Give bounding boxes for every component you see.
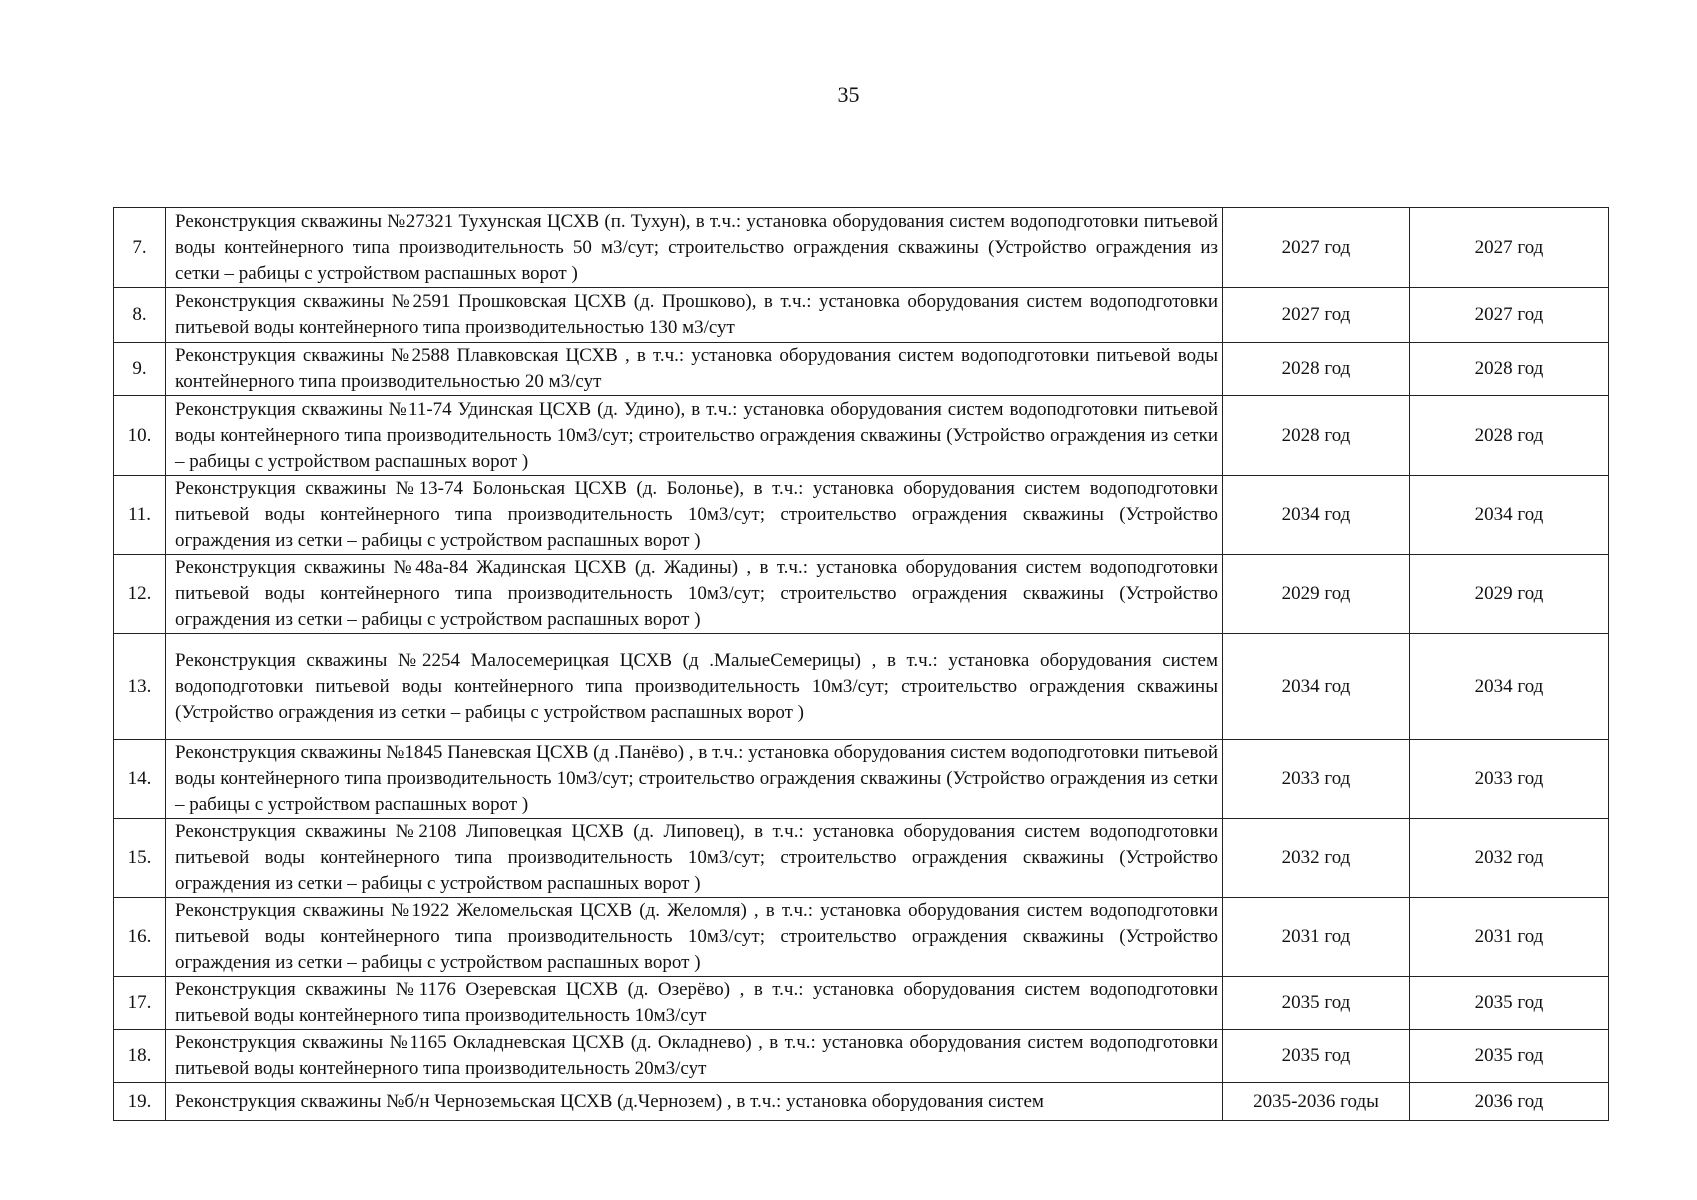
work-description: Реконструкция скважины №2108 Липовецкая ЦСХВ (д. Липовец), в т.ч.: установка оборудования систем водоподготовки питьевой воды контейнерного типа производительность 10м3/сут; строительство ограждения скважины (Устройство ограждения из сетки – рабицы с устройством распашных ворот ) <box>166 819 1223 898</box>
work-description: Реконструкция скважины №2254 Малосемерицкая ЦСХВ (д .МалыеСемерицы) , в т.ч.: установка оборудования систем водоподготовки питьевой воды контейнерного типа производительность 10м3/сут; строительство ограждения скважины (Устройство ограждения из сетки – рабицы с устройством распашных ворот ) <box>166 634 1223 740</box>
year-end: 2027 год <box>1410 208 1609 288</box>
year-start: 2033 год <box>1223 740 1410 819</box>
table-row <box>114 1083 1609 1121</box>
row-number: 12. <box>114 555 166 634</box>
work-description: Реконструкция скважины №48а-84 Жадинская ЦСХВ (д. Жадины) , в т.ч.: установка оборудования систем водоподготовки питьевой воды контейнерного типа производительность 10м3/сут; строительство ограждения скважины (Устройство ограждения из сетки – рабицы с устройством распашных ворот ) <box>166 555 1223 634</box>
table-row <box>114 208 1609 288</box>
year-end: 2032 год <box>1410 819 1609 898</box>
work-description: Реконструкция скважины №27321 Тухунская ЦСХВ (п. Тухун), в т.ч.: установка оборудования систем водоподготовки питьевой воды контейнерного типа производительность 50 м3/сут; строительство ограждения скважины (Устройство ограждения из сетки – рабицы с устройством распашных ворот ) <box>166 208 1223 288</box>
row-number: 17. <box>114 977 166 1030</box>
table-row <box>114 288 1609 343</box>
year-end: 2034 год <box>1410 634 1609 740</box>
year-end: 2035 год <box>1410 1030 1609 1083</box>
year-start: 2028 год <box>1223 343 1410 396</box>
reconstruction-schedule-table <box>113 207 1609 1121</box>
table-row <box>114 898 1609 977</box>
year-end: 2035 год <box>1410 977 1609 1030</box>
year-end: 2036 год <box>1410 1083 1609 1121</box>
row-number: 14. <box>114 740 166 819</box>
year-start: 2027 год <box>1223 208 1410 288</box>
year-start: 2027 год <box>1223 288 1410 343</box>
table-row <box>114 977 1609 1030</box>
work-description: Реконструкция скважины №1845 Паневская ЦСХВ (д .Панёво) , в т.ч.: установка оборудования систем водоподготовки питьевой воды контейнерного типа производительность 10м3/сут; строительство ограждения скважины (Устройство ограждения из сетки – рабицы с устройством распашных ворот ) <box>166 740 1223 819</box>
page-number: 35 <box>837 82 860 107</box>
row-number: 7. <box>114 208 166 288</box>
table-row <box>114 555 1609 634</box>
year-end: 2028 год <box>1410 396 1609 476</box>
year-start: 2035 год <box>1223 977 1410 1030</box>
work-description: Реконструкция скважины №11-74 Удинская ЦСХВ (д. Удино), в т.ч.: установка оборудования систем водоподготовки питьевой воды контейнерного типа производительность 10м3/сут; строительство ограждения скважины (Устройство ограждения из сетки – рабицы с устройством распашных ворот ) <box>166 396 1223 476</box>
work-description: Реконструкция скважины №1922 Желомельская ЦСХВ (д. Желомля) , в т.ч.: установка оборудования систем водоподготовки питьевой воды контейнерного типа производительность 10м3/сут; строительство ограждения скважины (Устройство ограждения из сетки – рабицы с устройством распашных ворот ) <box>166 898 1223 977</box>
table-row <box>114 1030 1609 1083</box>
row-number: 9. <box>114 343 166 396</box>
work-description: Реконструкция скважины №13-74 Болоньская ЦСХВ (д. Болонье), в т.ч.: установка оборудования систем водоподготовки питьевой воды контейнерного типа производительность 10м3/сут; строительство ограждения скважины (Устройство ограждения из сетки – рабицы с устройством распашных ворот ) <box>166 476 1223 555</box>
table-row <box>114 819 1609 898</box>
year-start: 2032 год <box>1223 819 1410 898</box>
year-start: 2035-2036 годы <box>1223 1083 1410 1121</box>
row-number: 8. <box>114 288 166 343</box>
work-description: Реконструкция скважины №б/н Черноземьская ЦСХВ (д.Чернозем) , в т.ч.: установка оборудования систем <box>166 1083 1223 1121</box>
year-start: 2029 год <box>1223 555 1410 634</box>
table-row <box>114 396 1609 476</box>
year-end: 2027 год <box>1410 288 1609 343</box>
row-number: 16. <box>114 898 166 977</box>
row-number: 11. <box>114 476 166 555</box>
work-description: Реконструкция скважины №1165 Окладневская ЦСХВ (д. Окладнево) , в т.ч.: установка оборудования систем водоподготовки питьевой воды контейнерного типа производительность 20м3/сут <box>166 1030 1223 1083</box>
year-start: 2035 год <box>1223 1030 1410 1083</box>
work-description: Реконструкция скважины №2588 Плавковская ЦСХВ , в т.ч.: установка оборудования систем водоподготовки питьевой воды контейнерного типа производительностью 20 м3/сут <box>166 343 1223 396</box>
year-start: 2034 год <box>1223 476 1410 555</box>
year-end: 2031 год <box>1410 898 1609 977</box>
table-row <box>114 740 1609 819</box>
row-number: 19. <box>114 1083 166 1121</box>
row-number: 13. <box>114 634 166 740</box>
work-description: Реконструкция скважины №2591 Прошковская ЦСХВ (д. Прошково), в т.ч.: установка оборудования систем водоподготовки питьевой воды контейнерного типа производительностью 130 м3/сут <box>166 288 1223 343</box>
row-number: 15. <box>114 819 166 898</box>
year-end: 2028 год <box>1410 343 1609 396</box>
table-row <box>114 476 1609 555</box>
row-number: 18. <box>114 1030 166 1083</box>
year-end: 2033 год <box>1410 740 1609 819</box>
year-start: 2028 год <box>1223 396 1410 476</box>
year-end: 2034 год <box>1410 476 1609 555</box>
year-start: 2031 год <box>1223 898 1410 977</box>
year-start: 2034 год <box>1223 634 1410 740</box>
work-description: Реконструкция скважины №1176 Озеревская ЦСХВ (д. Озерёво) , в т.ч.: установка оборудования систем водоподготовки питьевой воды контейнерного типа производительность 10м3/сут <box>166 977 1223 1030</box>
row-number: 10. <box>114 396 166 476</box>
year-end: 2029 год <box>1410 555 1609 634</box>
table-row <box>114 634 1609 740</box>
table-row <box>114 343 1609 396</box>
